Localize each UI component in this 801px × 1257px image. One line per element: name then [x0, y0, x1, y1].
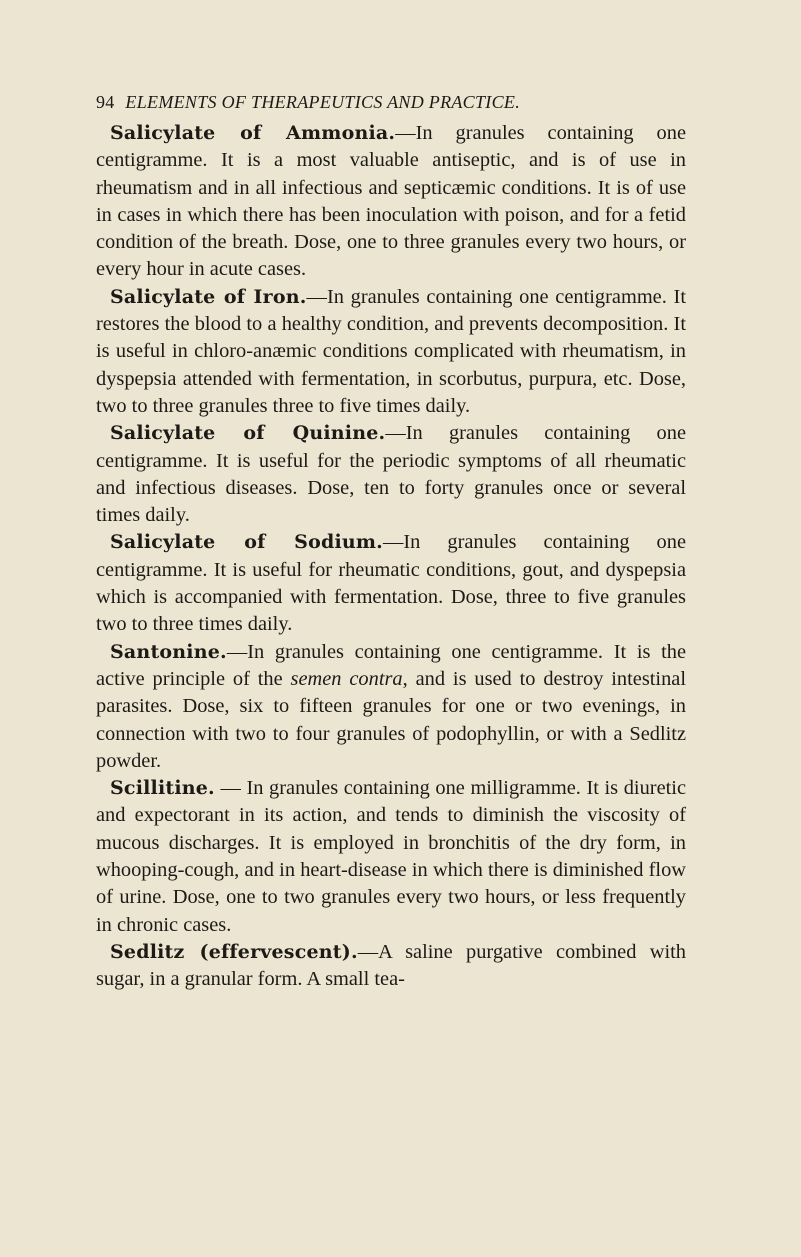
- entry-salicylate-of-quinine: [96, 420, 686, 529]
- entry-salicylate-of-iron: [96, 284, 686, 420]
- running-title: ELEMENTS OF THERAPEUTICS AND PRACTICE.: [125, 92, 520, 112]
- running-head: [96, 92, 686, 120]
- book-page: [96, 92, 686, 994]
- entry-text: —In granules containing one centigramme. It is useful for rheumatic conditions, gout, and dyspepsia which is accompanied with fermentation. Dose, three to five granules two to three times daily.: [96, 531, 686, 636]
- entry-term: Scillitine.: [110, 777, 215, 800]
- entry-salicylate-of-sodium: [96, 529, 686, 638]
- entry-italic-term: semen contra: [290, 667, 403, 690]
- entry-term: Salicylate of Sodium.: [110, 531, 383, 554]
- entry-salicylate-of-ammonia: [96, 120, 686, 284]
- entry-text: —In granules containing one centigramme. It restores the blood to a healthy condition, and prevents decomposition. It is useful in chloro-anæmic conditions complicated with rheumatism, in dyspepsia attended with fermentation, in scorbutus, purpura, etc. Dose, two to three granules three to five times daily.: [96, 285, 686, 417]
- entry-text: — In granules containing one milligramme. It is diuretic and expectorant in its action, and tends to diminish the viscosity of mucous discharges. It is employed in bronchitis of the dry form, in whooping-cough, and in heart-disease in which there is diminished flow of urine. Dose, one to two granules every two hours, or less frequently in chronic cases.: [96, 777, 686, 936]
- body-text: [96, 120, 686, 994]
- page-number: 94: [96, 92, 115, 112]
- entry-term: Sedlitz (effervescent).: [110, 940, 358, 963]
- entry-term: Santonine.: [110, 640, 227, 663]
- entry-scillitine: [96, 775, 686, 939]
- entry-sedlitz: [96, 939, 686, 994]
- entry-text: —In granules containing one centigramme. It is a most valuable antiseptic, and is of use in rheumatism and in all infectious and septicæmic conditions. It is of use in cases in which there has been inoculation with poison, and for a fetid condition of the breath. Dose, one to three granules every two hours, or every hour in acute cases.: [96, 122, 687, 281]
- entry-santonine: [96, 639, 686, 775]
- entry-text: —A saline purgative combined with sugar, in a granular form. A small tea-: [96, 940, 686, 991]
- entry-text: —In granules containing one centigramme. It is the active principle of the: [96, 640, 686, 690]
- entry-term: Salicylate of Ammonia.: [110, 122, 396, 144]
- entry-text: —In granules containing one centigramme. It is useful for the periodic symptoms of all rheumatic and infectious diseases. Dose, ten to forty granules once or several times daily.: [96, 422, 686, 527]
- entry-term: Salicylate of Iron.: [110, 285, 307, 308]
- entry-text: , and is used to destroy intestinal parasites. Dose, six to fifteen granules for one or two evenings, in connection with two to four granules of podophyllin, or with a Sedlitz powder.: [96, 667, 687, 772]
- entry-term: Salicylate of Quinine.: [110, 422, 386, 445]
